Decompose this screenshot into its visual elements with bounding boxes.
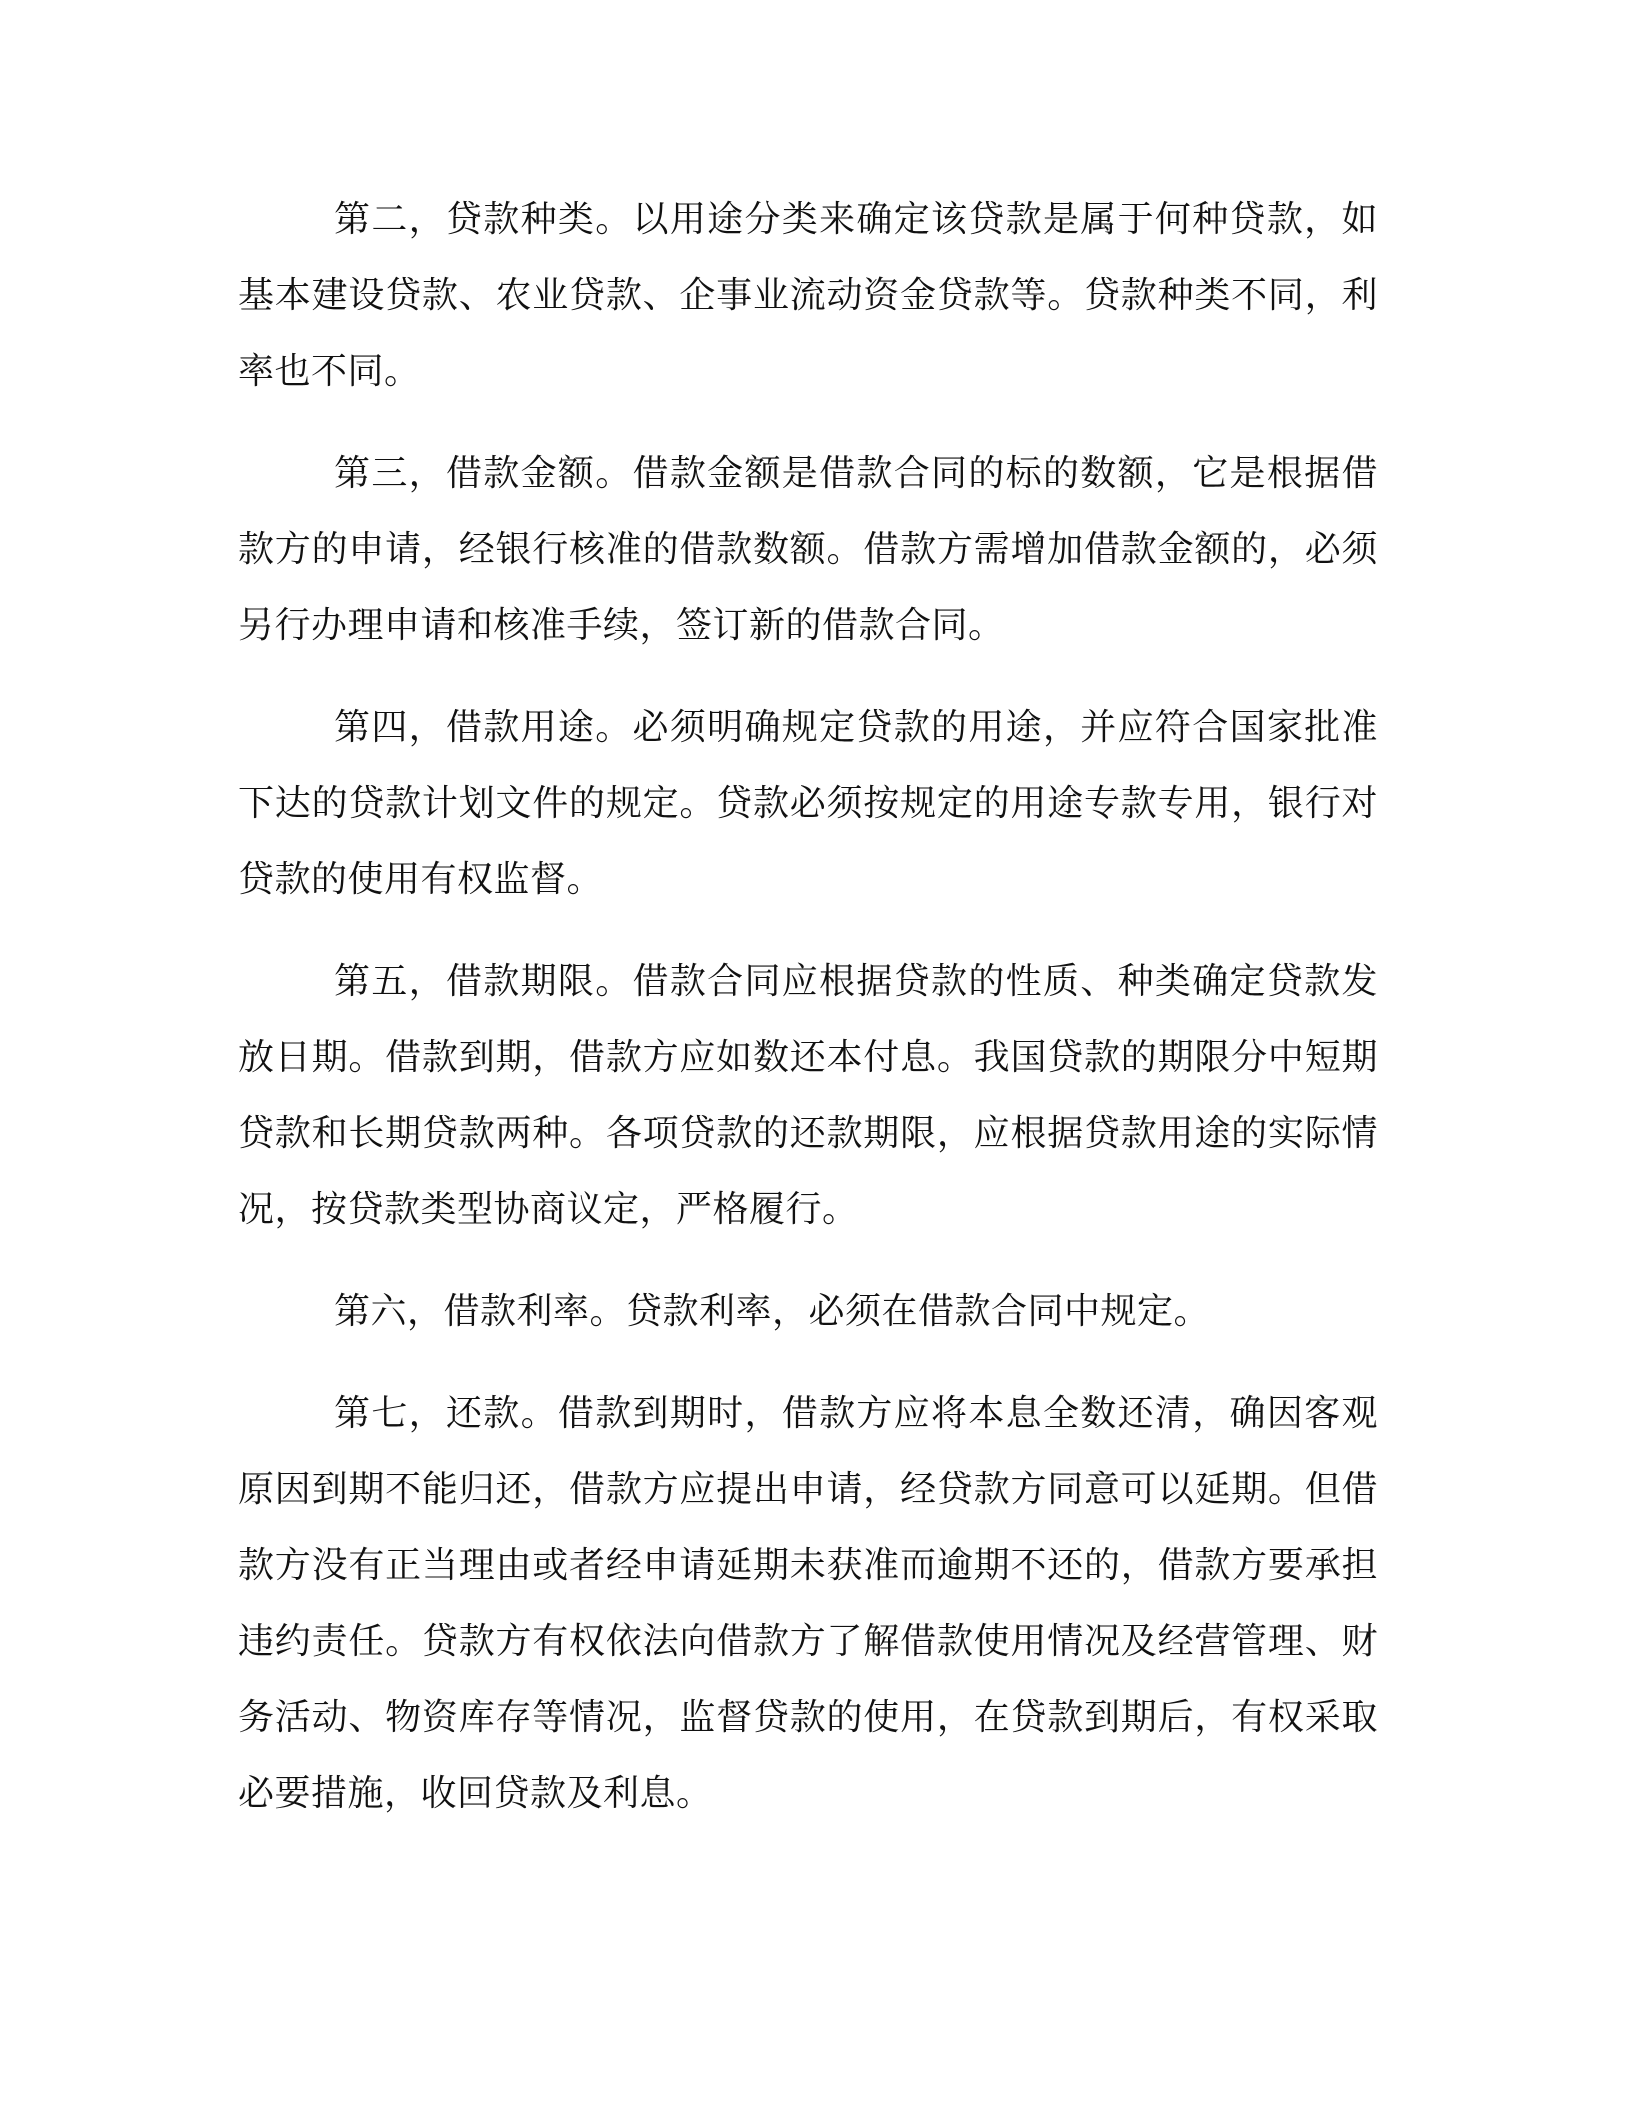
- paragraph-loan-type: 第二，贷款种类。以用途分类来确定该贷款是属于何种贷款，如基本建设贷款、农业贷款、企事业流动资金贷款等。贷款种类不同，利率也不同。: [238, 199, 1378, 392]
- paragraph-loan-amount: 第三，借款金额。借款金额是借款合同的标的数额，它是根据借款方的申请，经银行核准的借款数额。借款方需增加借款金额的，必须另行办理申请和核准手续，签订新的借款合同。: [238, 453, 1378, 646]
- paragraph-loan-purpose: 第四，借款用途。必须明确规定贷款的用途，并应符合国家批准下达的贷款计划文件的规定。贷款必须按规定的用途专款专用，银行对贷款的使用有权监督。: [238, 707, 1378, 900]
- document-body: [238, 182, 1378, 1832]
- paragraph-loan-term: 第五，借款期限。借款合同应根据贷款的性质、种类确定贷款发放日期。借款到期，借款方应如数还本付息。我国贷款的期限分中短期贷款和长期贷款两种。各项贷款的还款期限，应根据贷款用途的实际情况，按贷款类型协商议定，严格履行。: [238, 961, 1378, 1230]
- paragraph-loan-interest-rate: 第六，借款利率。贷款利率，必须在借款合同中规定。: [334, 1291, 1211, 1332]
- paragraph-repayment: 第七，还款。借款到期时，借款方应将本息全数还清，确因客观原因到期不能归还，借款方应提出申请，经贷款方同意可以延期。但借款方没有正当理由或者经申请延期未获准而逾期不还的，借款方要承担违约责任。贷款方有权依法向借款方了解借款使用情况及经营管理、财务活动、物资库存等情况，监督贷款的使用，在贷款到期后，有权采取必要措施，收回贷款及利息。: [238, 1393, 1378, 1814]
